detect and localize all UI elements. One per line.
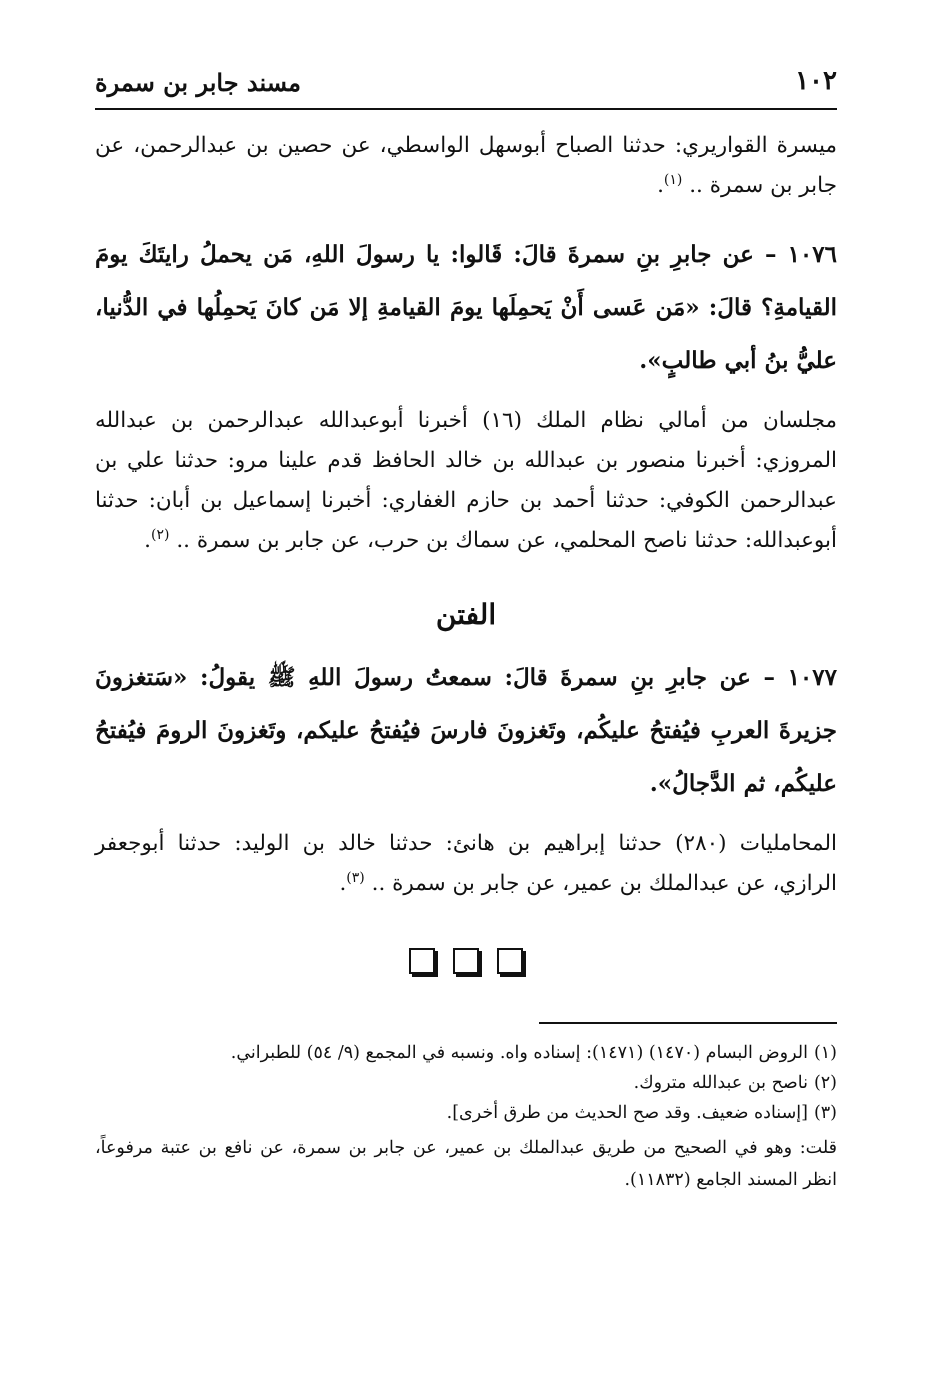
source-1077: المحامليات (٢٨٠) حدثنا إبراهيم بن هانئ: حدثنا خالد بن الوليد: حدثنا أبوجعفر الرازي، عن عبدالملك بن عمير، عن جابر بن سمرة .. $^{(٣)}$. bbox=[95, 831, 837, 896]
hadith-1076: ١٠٧٦ – عن جابرِ بنِ سمرةَ قالَ: قَالوا: يا رسولَ اللهِ، مَن يحملُ رايتَكَ يومَ القيامةِ؟ قالَ: «مَن عَسى أَنْ يَحمِلَها يومَ القيامةِ إلا مَن كانَ يَحمِلُها في الدُّنيا، عليُّ بنُ أبي طالبٍ». bbox=[95, 241, 837, 374]
paragraph-text: ميسرة القواريري: حدثنا الصباح أبوسهل الواسطي، عن حصين بن عبدالرحمن، عن جابر بن سمرة .. bbox=[95, 133, 837, 198]
source-paragraph-continued: ميسرة القواريري: حدثنا الصباح أبوسهل الواسطي، عن حصين بن عبدالرحمن، عن جابر بن سمرة .. $^{(١)}$. bbox=[95, 133, 837, 198]
footnote-text: [إسناده ضعيف. وقد صح الحديث من طرق أخرى]. bbox=[446, 1103, 808, 1123]
section-heading: الفتن bbox=[435, 598, 497, 631]
footnote-3 bbox=[95, 1098, 837, 1128]
footnote-1 bbox=[95, 1038, 837, 1068]
footnote-text: الروض البسام (١٤٧٠) (١٤٧١): إسناده واه. ونسبه في المجمع (٩/ ٥٤) للطبراني. bbox=[230, 1043, 808, 1063]
footnote-divider bbox=[539, 1022, 837, 1024]
footnote-ref-3: (٣) bbox=[346, 869, 365, 886]
paragraph-text: مجلسان من أمالي نظام الملك (١٦) أخبرنا أبوعبدالله عبدالرحمن بن عبدالله المروزي: أخبرنا منصور بن عبدالله بن خالد الحافظ قدم علينا مرو: حدثنا علي بن عبدالرحمن الكوفي: حدثنا أحمد بن حازم الغفاري: أخبرنا إسماعيل بن أبان: حدثنا أبوعبدالله: حدثنا ناصح المحلمي، عن سماك بن حرب، عن جابر بن سمرة .. bbox=[95, 408, 837, 553]
page-number: ١٠٢ bbox=[795, 66, 837, 96]
section-separator bbox=[95, 948, 837, 974]
running-title: مسند جابر بن سمرة bbox=[95, 68, 301, 97]
footnote-note: قلت: وهو في الصحيح من طريق عبدالملك بن عمير، عن جابر بن سمرة، عن نافع بن عتبة مرفوعاً، انظر المسند الجامع (١١٨٣٢). bbox=[95, 1138, 837, 1190]
footnote-number: (١) bbox=[813, 1043, 837, 1063]
book-page bbox=[95, 60, 837, 1196]
square-ornament-icon bbox=[409, 948, 435, 974]
square-ornament-icon bbox=[497, 948, 523, 974]
footnote-number: (٢) bbox=[813, 1073, 837, 1093]
footnote-ref-2: (٢) bbox=[151, 526, 170, 543]
footnote-2 bbox=[95, 1068, 837, 1098]
source-1076: مجلسان من أمالي نظام الملك (١٦) أخبرنا أبوعبدالله عبدالرحمن بن عبدالله المروزي: أخبرنا منصور بن عبدالله بن خالد الحافظ قدم علينا مرو: حدثنا علي بن عبدالرحمن الكوفي: حدثنا أحمد بن حازم الغفاري: أخبرنا إسماعيل بن أبان: حدثنا أبوعبدالله: حدثنا ناصح المحلمي، عن سماك بن حرب، عن جابر بن سمرة .. $^{(٢)}$. bbox=[95, 408, 837, 553]
footnote-ref-1: (١) bbox=[663, 171, 683, 188]
footnote-number: (٣) bbox=[813, 1103, 837, 1123]
footnote-text: ناصح بن عبدالله متروك. bbox=[633, 1073, 808, 1093]
page-header bbox=[95, 60, 837, 110]
square-ornament-icon bbox=[453, 948, 479, 974]
paragraph-text: المحامليات (٢٨٠) حدثنا إبراهيم بن هانئ: حدثنا خالد بن الوليد: حدثنا أبوجعفر الرازي، عن عبدالملك بن عمير، عن جابر بن سمرة .. bbox=[95, 831, 837, 896]
hadith-1077: ١٠٧٧ – عن جابرِ بنِ سمرةَ قالَ: سمعتُ رسولَ اللهِ ﷺ يقولُ: «سَتغزونَ جزيرةَ العربِ فيُفتحُ عليكُم، وتَغزونَ فارسَ فيُفتحُ عليكم، وتَغزونَ الرومَ فيُفتحُ عليكُم، ثم الدَّجالُ». bbox=[95, 664, 837, 797]
